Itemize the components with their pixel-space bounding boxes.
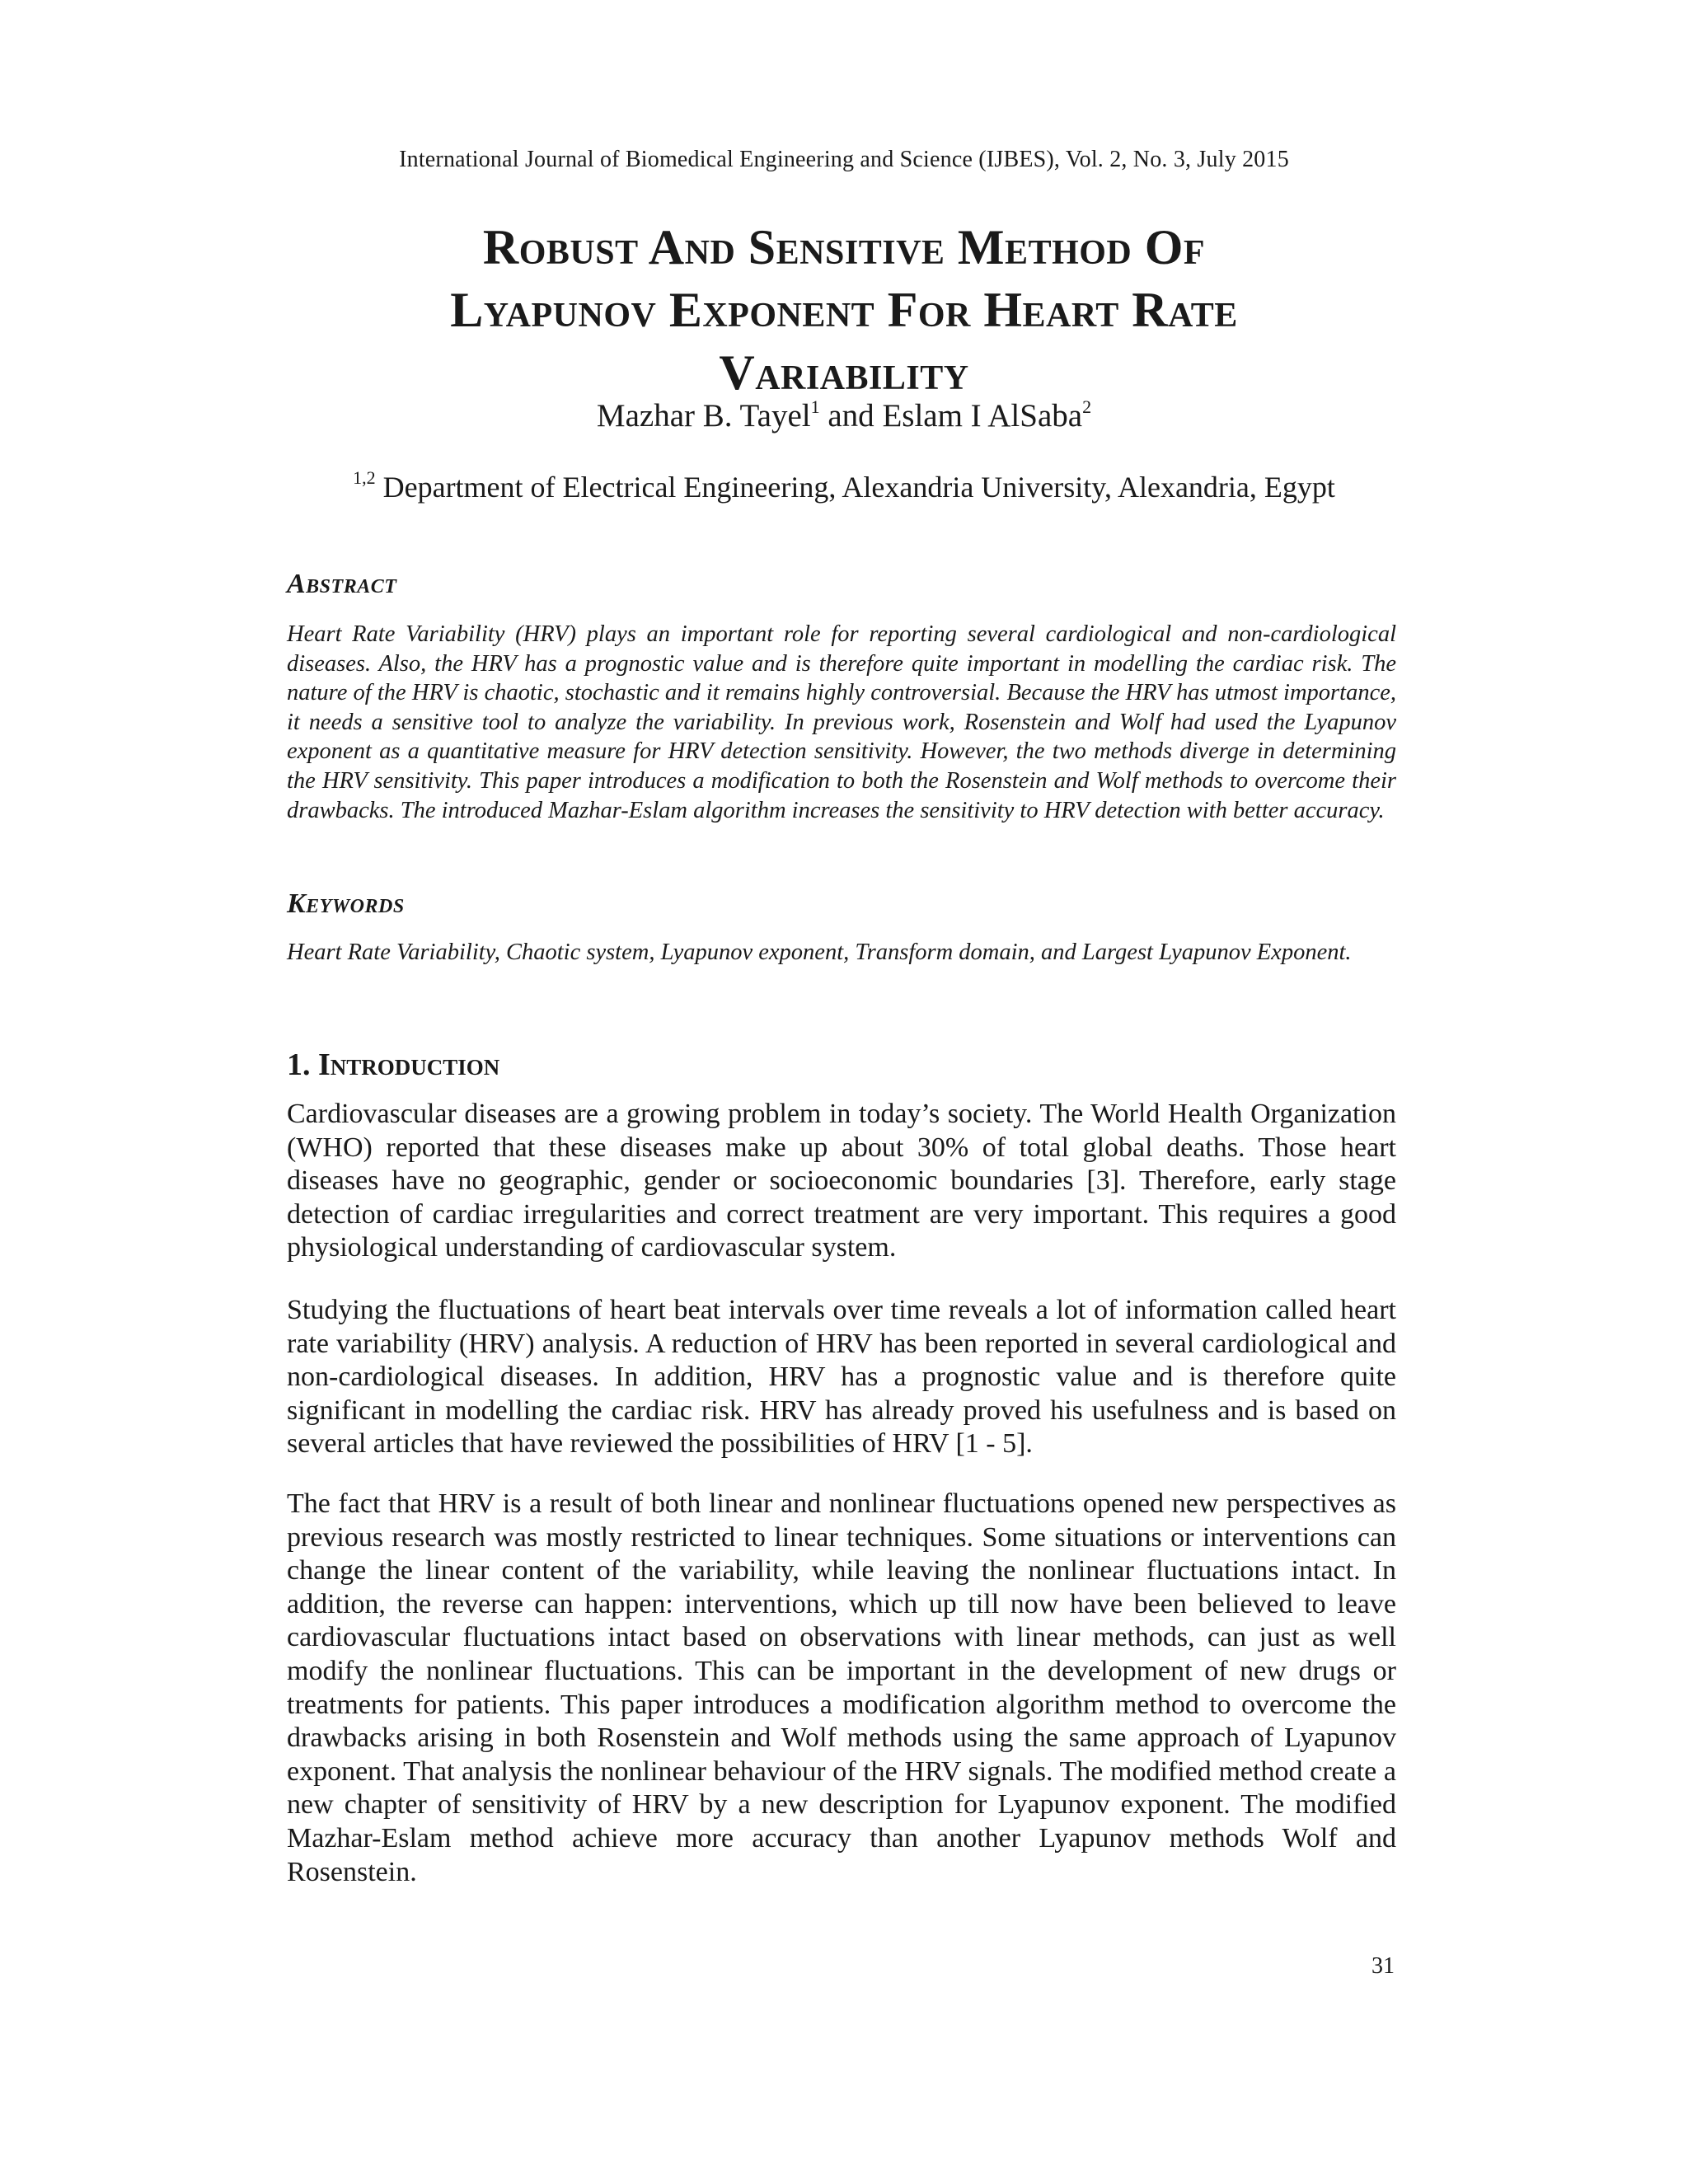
author-1-name: Mazhar B. Tayel [596,398,811,434]
intro-paragraph-1: Cardiovascular diseases are a growing problem in today’s society. The World Health Organization (WHO) reported that these diseases make up about 30% of total global deaths. Those heart diseases have no geographic, gender or socioeconomic boundaries [3]. Therefore, early stage detection of cardiac irregularities and correct treatment are very important. This requires a good physiological understanding of cardiovascular system. [287,1099,1396,1263]
intro-paragraph-3: The fact that HRV is a result of both linear and nonlinear fluctuations opened new perspectives as previous research was mostly restricted to linear techniques. Some situations or interventions can change the linear content of the variability, while leaving the nonlinear fluctuations intact. In addition, the reverse can happen: interventions, which up till now have been believed to leave cardiovascular fluctuations intact based on observations with linear methods, can just as well modify the nonlinear fluctuations. This can be important in the development of new drugs or treatments for patients. This paper introduces a modification algorithm method to overcome the drawbacks arising in both Rosenstein and Wolf methods using the same approach of Lyapunov exponent. That analysis the nonlinear behaviour of the HRV signals. The modified method create a new chapter of sensitivity of HRV by a new description for Lyapunov exponent. The modified Mazhar-Eslam method achieve more accuracy than another Lyapunov methods Wolf and Rosenstein. [287,1488,1396,1887]
section-title: Introduction [318,1047,500,1082]
author-1-affiliation-marker: 1 [810,396,820,417]
page-number: 31 [1372,1953,1395,1979]
keywords-text: Heart Rate Variability, Chaotic system, Lyapunov exponent, Transform domain, and Largest Lyapunov Exponent. [287,940,1352,965]
affiliation [0,467,1688,504]
introduction-heading [287,1047,1396,1083]
section-number: 1. [287,1047,311,1082]
author-list [0,397,1688,434]
affiliation-text: Department of Electrical Engineering, Alexandria University, Alexandria, Egypt [375,471,1335,504]
abstract-text: Heart Rate Variability (HRV) plays an important role for reporting several cardiological and non-cardiological diseases. Also, the HRV has a prognostic value and is therefore quite important in modelling the cardiac risk. The nature of the HRV is chaotic, stochastic and it remains highly controversial. Because the HRV has utmost importance, it needs a sensitive tool to analyze the variability. In previous work, Rosenstein and Wolf had used the Lyapunov exponent as a quantitative measure for HRV detection sensitivity. However, the two methods diverge in determining the HRV sensitivity. This paper introduces a modification to both the Rosenstein and Wolf methods to overcome their drawbacks. The introduced Mazhar-Eslam algorithm increases the sensitivity to HRV detection with better accuracy. [287,621,1396,823]
title-line-1: Robust And Sensitive Method Of [482,220,1206,274]
keywords-heading: Keywords [287,888,405,919]
affiliation-marker: 1,2 [353,467,376,488]
journal-header: International Journal of Biomedical Engineering and Science (IJBES), Vol. 2, No. 3, July 2015 [399,147,1289,172]
title-line-3: Variability [719,345,969,400]
author-2-name: Eslam I AlSaba [882,398,1083,434]
paper-title [247,216,1441,404]
author-2-affiliation-marker: 2 [1082,396,1092,417]
abstract-heading: Abstract [287,569,397,599]
intro-paragraph-2: Studying the fluctuations of heart beat intervals over time reveals a lot of information called heart rate variability (HRV) analysis. A reduction of HRV has been reported in several cardiological and non-cardiological diseases. In addition, HRV has a prognostic value and is therefore quite significant in modelling the cardiac risk. HRV has already proved his usefulness and is based on several articles that have reviewed the possibilities of HRV [1 - 5]. [287,1295,1396,1460]
author-conjunction: and [819,398,883,434]
title-line-2: Lyapunov Exponent For Heart Rate [450,283,1238,337]
